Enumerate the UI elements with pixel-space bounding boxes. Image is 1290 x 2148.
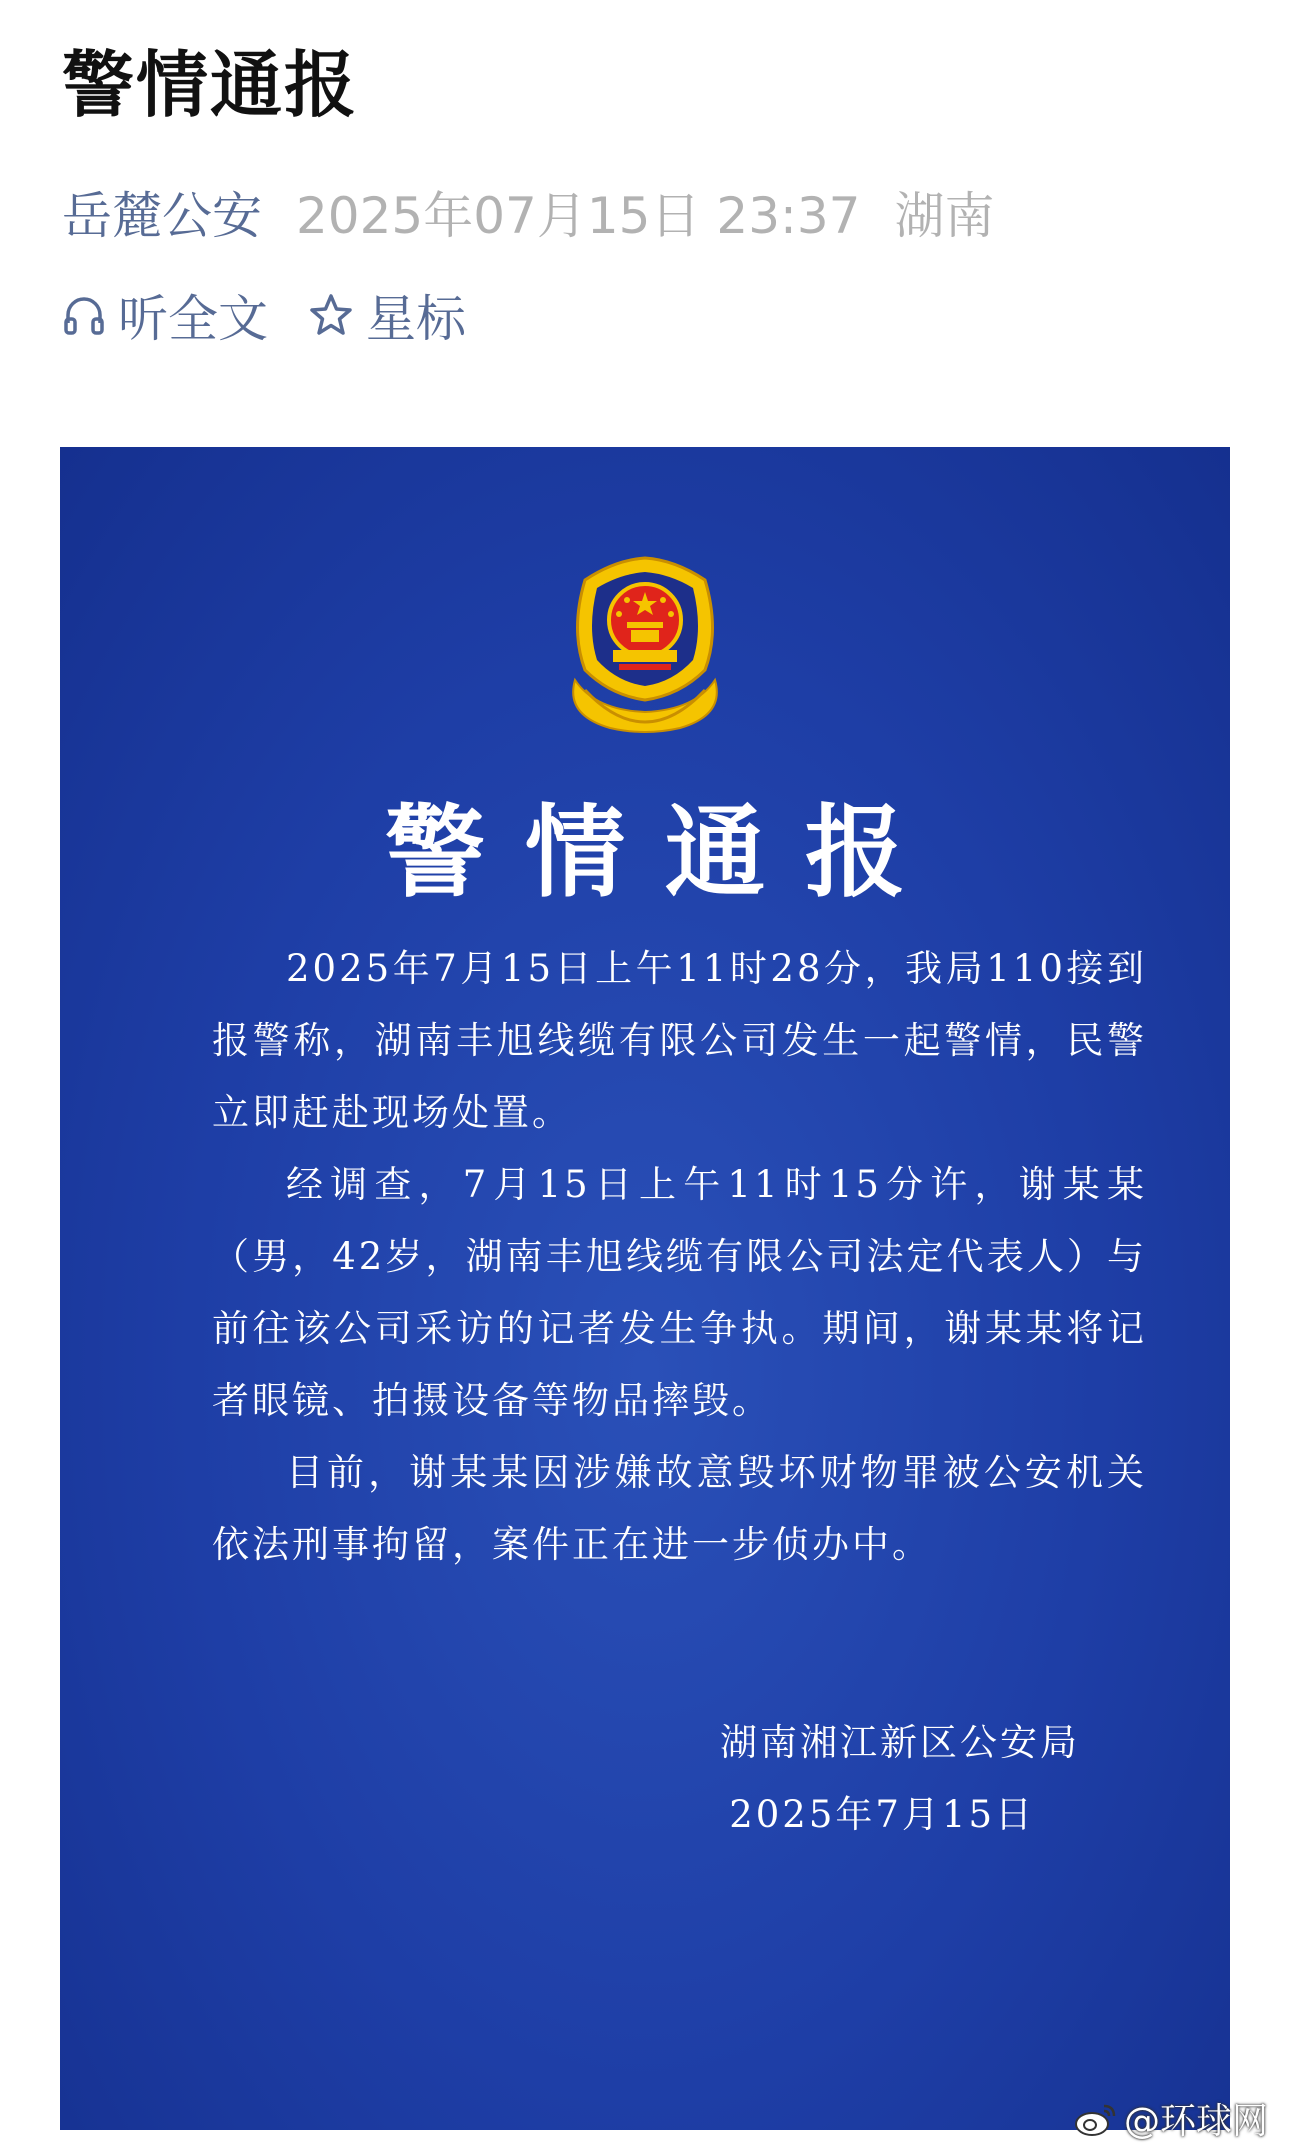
star-button[interactable]: [308, 279, 466, 351]
issue-date: 2025年7月15日: [729, 1793, 1035, 1836]
article-actions: [62, 280, 506, 350]
publish-datetime: 2025年07月15日 23:37: [296, 187, 861, 245]
weibo-icon: [1074, 2100, 1118, 2138]
poster-title: 警情通报: [385, 793, 945, 911]
page-title: 警情通报: [62, 43, 359, 127]
star-icon: [308, 292, 354, 338]
article-meta: [62, 180, 994, 244]
publish-region: 湖南: [894, 187, 995, 245]
poster-body: [212, 933, 1147, 1581]
account-name-link[interactable]: 岳麓公安: [62, 187, 262, 245]
watermark: [1074, 2093, 1268, 2144]
headphones-icon: [62, 293, 106, 337]
poster-signature: [580, 1707, 1080, 1851]
police-notice-poster[interactable]: [60, 447, 1230, 2130]
star-label: 星标: [366, 290, 466, 348]
poster-paragraph: 2025年7月15日上午11时28分，我局110接到报警称，湖南丰旭线缆有限公司发生一起警情，民警立即赶赴现场处置。: [212, 947, 1147, 1134]
police-emblem-icon: [555, 550, 735, 740]
watermark-text: @环球网: [1123, 2101, 1268, 2142]
poster-paragraph: 目前，谢某某因涉嫌故意毁坏财物罪被公安机关依法刑事拘留，案件正在进一步侦办中。: [212, 1451, 1147, 1566]
listen-button[interactable]: [62, 279, 268, 351]
poster-paragraph: 经调查，7月15日上午11时15分许，谢某某（男，42岁，湖南丰旭线缆有限公司法定代表人）与前往该公司采访的记者发生争执。期间，谢某某将记者眼镜、拍摄设备等物品摔毁。: [212, 1163, 1147, 1422]
issuer-name: 湖南湘江新区公安局: [720, 1721, 1080, 1764]
listen-label: 听全文: [118, 290, 268, 348]
